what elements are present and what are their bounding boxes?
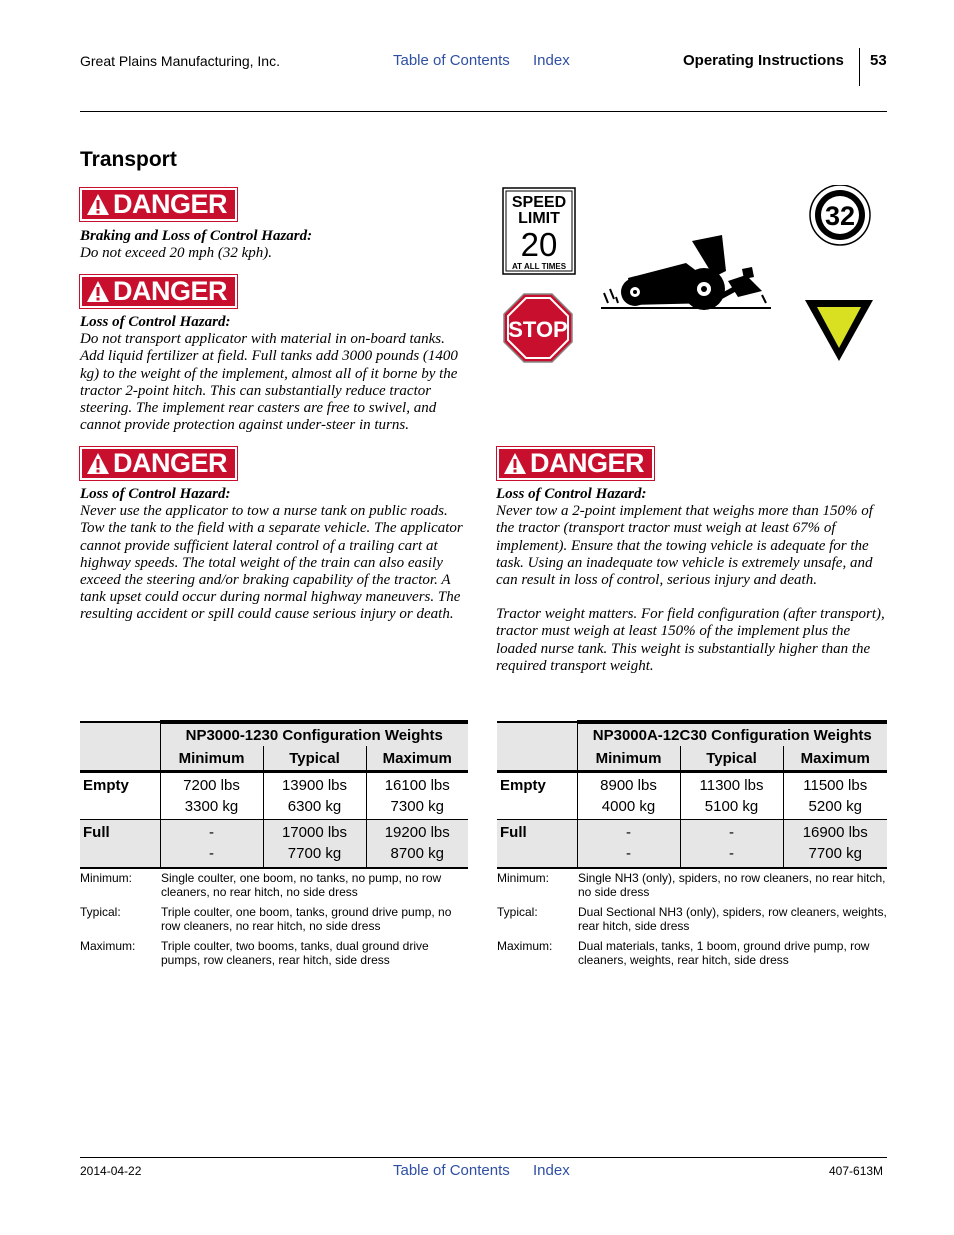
page-number: 53 [870, 52, 887, 69]
limit-text: LIMIT [518, 210, 560, 227]
table-cell: 7200 lbs [183, 777, 240, 794]
hazard-title: Loss of Control Hazard: [496, 486, 647, 502]
table-cell: 11500 lbs [803, 777, 868, 794]
speed-text: SPEED [511, 194, 567, 211]
row-label: Empty [80, 772, 160, 820]
warning-icon [503, 452, 527, 475]
danger-word: DANGER [113, 189, 228, 219]
column-header: Minimum [577, 746, 680, 772]
note-text: Dual materials, tanks, 1 boom, ground drive pump, row cleaners, weights, rear hitch, side dress [578, 938, 870, 967]
circle-value: 32 [824, 201, 856, 231]
config-weights-table-1 [80, 720, 468, 973]
column-header: Maximum [366, 746, 468, 772]
hazard-message [80, 486, 472, 624]
hazard-body: Do not transport applicator with material in on-board tanks. Add liquid fertilizer at field. Full tanks add 3000 pounds (1400 kg) to the weight of the implement, almost all of it borne by the tractor 2-point hitch. This can substantially reduce tractor steering. The implement rear casters are free to swivel, and cannot provide protection against under-steer in turns. [80, 331, 458, 434]
header-toc-link[interactable]: Table of Contents [393, 52, 510, 69]
warning-icon [86, 280, 110, 303]
table-cell: - [209, 845, 214, 862]
table-cell: 5200 kg [808, 798, 862, 815]
table-cell: - [626, 824, 631, 841]
doc-number: 407-613M [829, 1164, 884, 1178]
table-cell: 19200 lbs [384, 824, 450, 841]
table-cell: 7700 kg [808, 845, 862, 862]
column-header: Maximum [783, 746, 887, 772]
table-cell: 8900 lbs [600, 777, 657, 794]
header-rule [80, 111, 887, 112]
column-header: Minimum [160, 746, 263, 772]
hazard-message [80, 314, 472, 434]
warning-icon [86, 193, 110, 216]
note-label: Minimum: [80, 870, 133, 885]
speed-32-icon [810, 185, 870, 245]
table-cell: 7700 kg [287, 845, 342, 862]
table-cell: 6300 kg [287, 798, 342, 815]
note-text: Triple coulter, two booms, tanks, dual ground drive pumps, row cleaners, rear hitch, side dress [161, 938, 429, 967]
yield-sign-icon [805, 300, 873, 361]
table-cell: 8700 kg [390, 845, 444, 862]
note-text: Single coulter, one boom, no tanks, no pump, no row cleaners, no rear hitch, no side dress [161, 870, 442, 899]
header-index-link[interactable]: Index [533, 52, 570, 69]
at-all-times-text: AT ALL TIMES [511, 262, 567, 271]
table-cell: - [729, 824, 734, 841]
footer-date: 2014-04-22 [80, 1164, 142, 1178]
column-header: Typical [680, 746, 783, 772]
row-label: Empty [497, 772, 577, 820]
table-cell: 7300 kg [390, 798, 444, 815]
config-weights-table-2 [497, 720, 887, 973]
note-text: Dual Sectional NH3 (only), spiders, row cleaners, weights, rear hitch, side dress [578, 904, 887, 933]
table-cell: - [209, 824, 214, 841]
footer-toc-link[interactable]: Table of Contents [393, 1162, 510, 1179]
hazard-title: Braking and Loss of Control Hazard: [80, 228, 313, 244]
table-cell: 11300 lbs [699, 777, 764, 794]
danger-label [80, 188, 237, 221]
hazard-title: Loss of Control Hazard: [80, 314, 231, 330]
tractor-icon [601, 235, 771, 310]
table-row [80, 820, 468, 868]
row-label: Full [80, 820, 160, 868]
hazard-message [80, 228, 470, 262]
table-cell: 16900 lbs [802, 824, 868, 841]
speed-limit-sign-icon [503, 188, 575, 274]
danger-label [80, 275, 237, 308]
note-label: Typical: [497, 904, 538, 919]
note-label: Maximum: [80, 938, 136, 953]
danger-word: DANGER [530, 448, 645, 478]
table-cell: 16100 lbs [384, 777, 450, 794]
table-notes [80, 871, 468, 967]
hazard-body-2: Tractor weight matters. For field configuration (after transport), tractor must weigh at least 150% of the implement plus the loaded nurse tank. This weight is substantially higher than the required transport weight. [496, 606, 885, 674]
header-divider [859, 48, 860, 86]
danger-word: DANGER [113, 448, 228, 478]
note-label: Typical: [80, 904, 121, 919]
footer-rule [80, 1157, 887, 1158]
note-text: Single NH3 (only), spiders, no row cleaners, no rear hitch, no side dress [578, 870, 886, 899]
table-title: NP3000A-12C30 Configuration Weights [577, 722, 887, 746]
table-row [497, 772, 887, 820]
speed-value: 20 [520, 226, 558, 263]
hazard-message [496, 486, 888, 675]
hazard-body: Never tow a 2-point implement that weighs more than 150% of the tractor (transport tractor must weigh at least 67% of implement). Ensure that the towing vehicle is adequate for the task. Using an inadequate tow vehicle is extremely unsafe, and can result in loss of control, serious injury and death. [496, 503, 873, 589]
stop-sign-icon [504, 294, 572, 362]
danger-label [497, 447, 654, 480]
hazard-title: Loss of Control Hazard: [80, 486, 231, 502]
table-cell: 3300 kg [184, 798, 239, 815]
table-cell: 17000 lbs [281, 824, 348, 841]
note-label: Minimum: [497, 870, 550, 885]
table-cell: - [626, 845, 631, 862]
hazard-body: Never use the applicator to tow a nurse tank on public roads. Tow the tank to the field with a separate vehicle. The applicator cannot provide sufficient lateral control of a trailing cart at highway speeds. The total weight of the train can also easily exceed the steering and/or braking capability of the tractor. A tank upset could occur during normal highway maneuvers. The resulting accident or spill could cause serious injury or death. [80, 503, 463, 623]
transport-illustration [500, 185, 880, 365]
section-name: Operating Instructions [683, 52, 844, 69]
row-label: Full [497, 820, 577, 868]
stop-text: STOP [508, 317, 568, 342]
table-row [80, 772, 468, 820]
hazard-body: Do not exceed 20 mph (32 kph). [80, 245, 273, 262]
table-row [497, 820, 887, 868]
danger-word: DANGER [113, 276, 228, 306]
table-notes [497, 871, 887, 967]
danger-label [80, 447, 237, 480]
table-title: NP3000-1230 Configuration Weights [160, 722, 468, 746]
table-cell: 5100 kg [704, 798, 759, 815]
footer-index-link[interactable]: Index [533, 1162, 570, 1179]
page-title: Transport [80, 148, 177, 171]
warning-icon [86, 452, 110, 475]
table-cell: 13900 lbs [281, 777, 348, 794]
note-text: Triple coulter, one boom, tanks, ground drive pump, no row cleaners, no rear hitch, no side dress [161, 904, 452, 933]
note-label: Maximum: [497, 938, 553, 953]
company-name: Great Plains Manufacturing, Inc. [80, 53, 280, 69]
table-cell: 4000 kg [601, 798, 656, 815]
column-header: Typical [263, 746, 366, 772]
table-cell: - [729, 845, 734, 862]
